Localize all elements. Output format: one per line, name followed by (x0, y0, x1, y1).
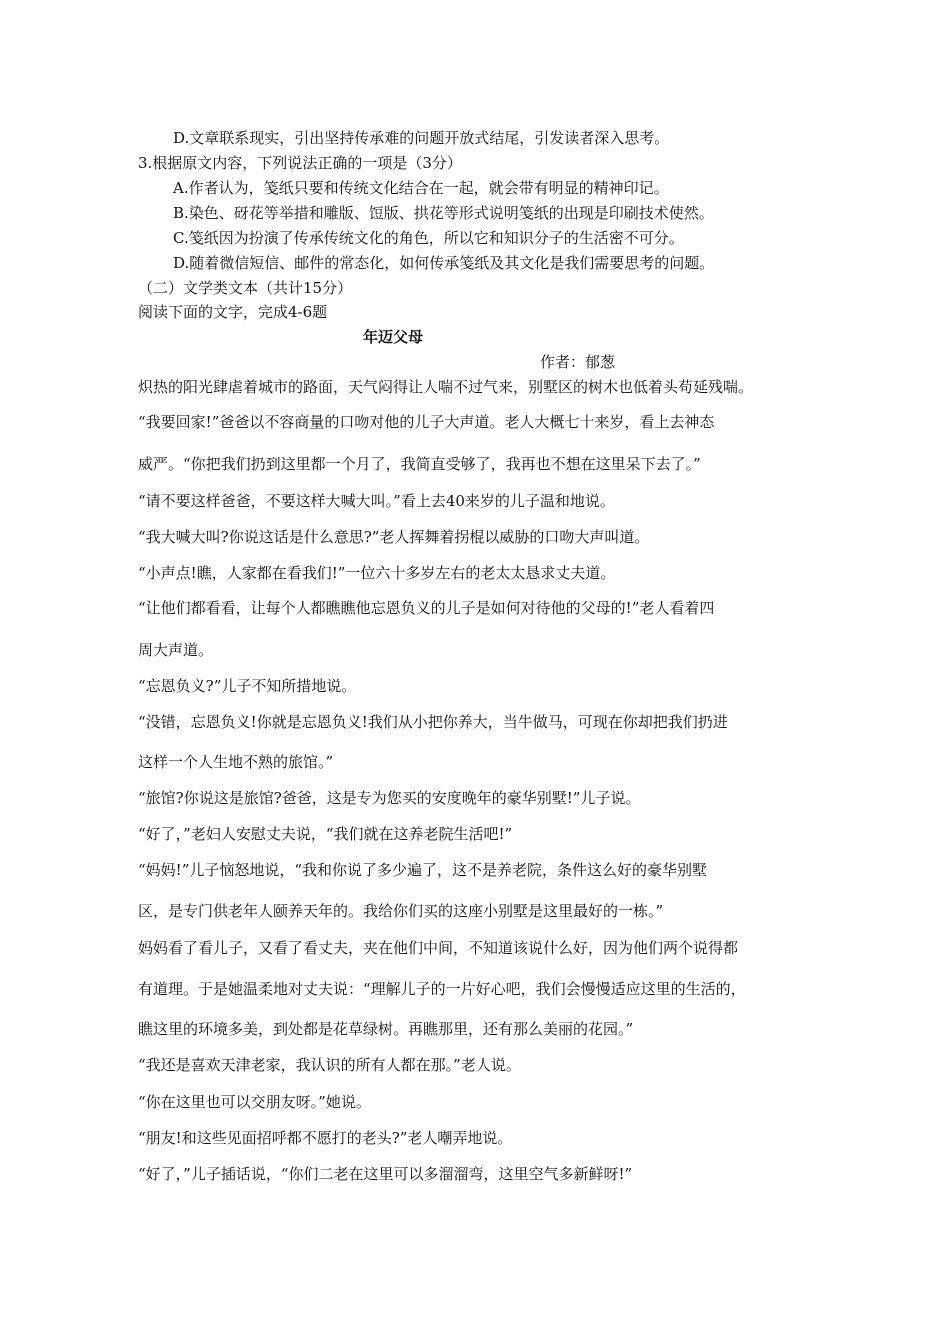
story-title: 年迈父母 (363, 328, 424, 346)
story-line: “请不要这样爸爸，不要这样大喊大叫。”看上去40来岁的儿子温和地说。 (138, 492, 615, 510)
q3-option-d: D.随着微信短信、邮件的常态化，如何传承笺纸及其文化是我们需要思考的问题。 (173, 254, 715, 272)
story-line: “朋友!和这些见面招呼都不愿打的老头?”老人嘲弄地说。 (138, 1129, 513, 1147)
q3-stem: 3.根据原文内容，下列说法正确的一项是（3分） (138, 154, 462, 172)
story-line: 区，是专门供老年人颐养天年的。我给你们买的这座小别墅是这里最好的一栋。” (138, 902, 664, 920)
q3-option-c: C.笺纸因为扮演了传承传统文化的角色，所以它和知识分子的生活密不可分。 (173, 229, 684, 247)
instruction: 阅读下面的文字，完成4-6题 (138, 303, 328, 321)
q2-option-d: D.文章联系现实，引出坚持传承难的问题开放式结尾，引发读者深入思考。 (173, 129, 670, 147)
story-line: “好了，”老妇人安慰丈夫说，“我们就在这养老院生活吧!” (138, 825, 513, 843)
story-line: 瞧这里的环境多美，到处都是花草绿树。再瞧那里，还有那么美丽的花园。” (138, 1020, 634, 1038)
story-line: 炽热的阳光肆虐着城市的路面，天气闷得让人喘不过气来，别墅区的树木也低着头苟延残喘。 (138, 378, 754, 396)
section-heading: （二）文学类文本（共计15分） (138, 279, 353, 297)
story-line: “好了，”儿子插话说，“你们二老在这里可以多溜溜弯，这里空气多新鲜呀!” (138, 1165, 633, 1183)
story-line: 周大声道。 (138, 641, 214, 659)
story-author: 作者：郁葱 (540, 353, 616, 371)
story-line: 有道理。于是她温柔地对丈夫说：“理解儿子的一片好心吧，我们会慢慢适应这里的生活的， (138, 980, 746, 998)
story-line: “我要回家!”爸爸以不容商量的口吻对他的儿子大声道。老人大概七十来岁，看上去神态 (138, 413, 715, 431)
story-line: “我大喊大叫?你说这话是什么意思?”老人挥舞着拐棍以威胁的口吻大声叫道。 (138, 528, 650, 546)
q3-option-b: B.染色、砑花等举措和雕版、饾版、拱花等形式说明笺纸的出现是印刷技术使然。 (173, 204, 714, 222)
story-line: “我还是喜欢天津老家，我认识的所有人都在那。”老人说。 (138, 1056, 521, 1074)
story-line: “你在这里也可以交朋友呀。”她说。 (138, 1093, 371, 1111)
story-line: 这样一个人生地不熟的旅馆。” (138, 753, 334, 771)
story-line: “旅馆?你说这是旅馆?爸爸，这是专为您买的安度晚年的豪华别墅!”儿子说。 (138, 789, 641, 807)
q3-option-a: A.作者认为，笺纸只要和传统文化结合在一起，就会带有明显的精神印记。 (173, 179, 669, 197)
story-line: “没错，忘恩负义!你就是忘恩负义!我们从小把你养大，当牛做马，可现在你却把我们扔进 (138, 713, 728, 731)
story-line: “忘恩负义?”儿子不知所措地说。 (138, 677, 357, 695)
story-line: “妈妈!”儿子恼怒地说，“我和你说了多少遍了，这不是养老院，条件这么好的豪华别墅 (138, 861, 708, 879)
story-line: 妈妈看了看儿子，又看了看丈夫，夹在他们中间，不知道该说什么好，因为他们两个说得都 (138, 939, 739, 957)
story-line: “让他们都看看，让每个人都瞧瞧他忘恩负义的儿子是如何对待他的父母的!”老人看着四 (138, 599, 715, 617)
story-line: 威严。“你把我们扔到这里都一个月了，我简直受够了，我再也不想在这里呆下去了。” (138, 455, 701, 473)
story-line: “小声点!瞧，人家都在看我们!”一位六十多岁左右的老太太恳求丈夫道。 (138, 564, 616, 582)
